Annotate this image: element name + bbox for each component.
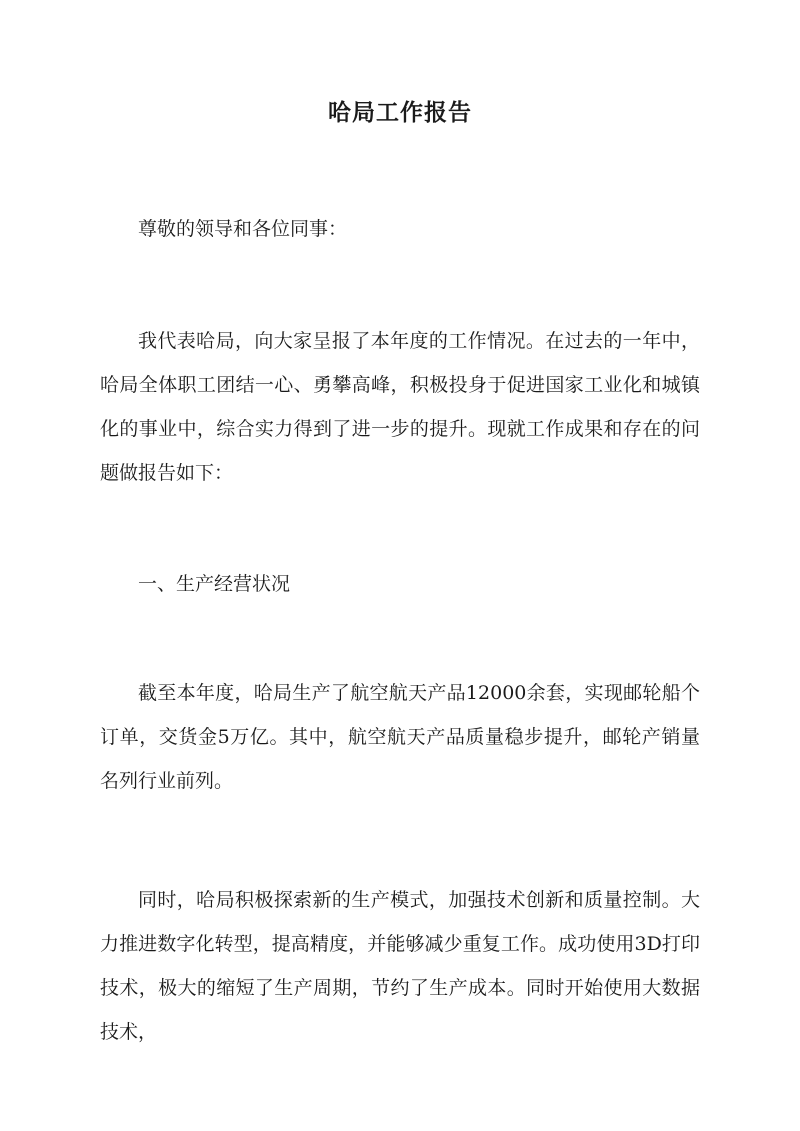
salutation: 尊敬的领导和各位同事： bbox=[138, 218, 348, 240]
body-paragraph: 同时，哈局积极探索新的生产模式，加强技术创新和质量控制。大力推进数字化转型，提高精度，并能够减少重复工作。成功使用3D打印技术，极大的缩短了生产周期，节约了生产成本。同时开始使用大数据技术， bbox=[100, 889, 700, 1043]
document-title: 哈局工作报告 bbox=[328, 99, 472, 126]
intro-paragraph: 我代表哈局，向大家呈报了本年度的工作情况。在过去的一年中，哈局全体职工团结一心、勇攀高峰，积极投身于促进国家工业化和城镇化的事业中，综合实力得到了进一步的提升。现就工作成果和存在的问题做报告如下： bbox=[100, 330, 700, 484]
section-heading: 一、生产经营状况 bbox=[138, 573, 291, 595]
body-paragraph: 截至本年度，哈局生产了航空航天产品12000余套，实现邮轮船个订单，交货金5万亿。其中，航空航天产品质量稳步提升，邮轮产销量名列行业前列。 bbox=[100, 682, 700, 792]
